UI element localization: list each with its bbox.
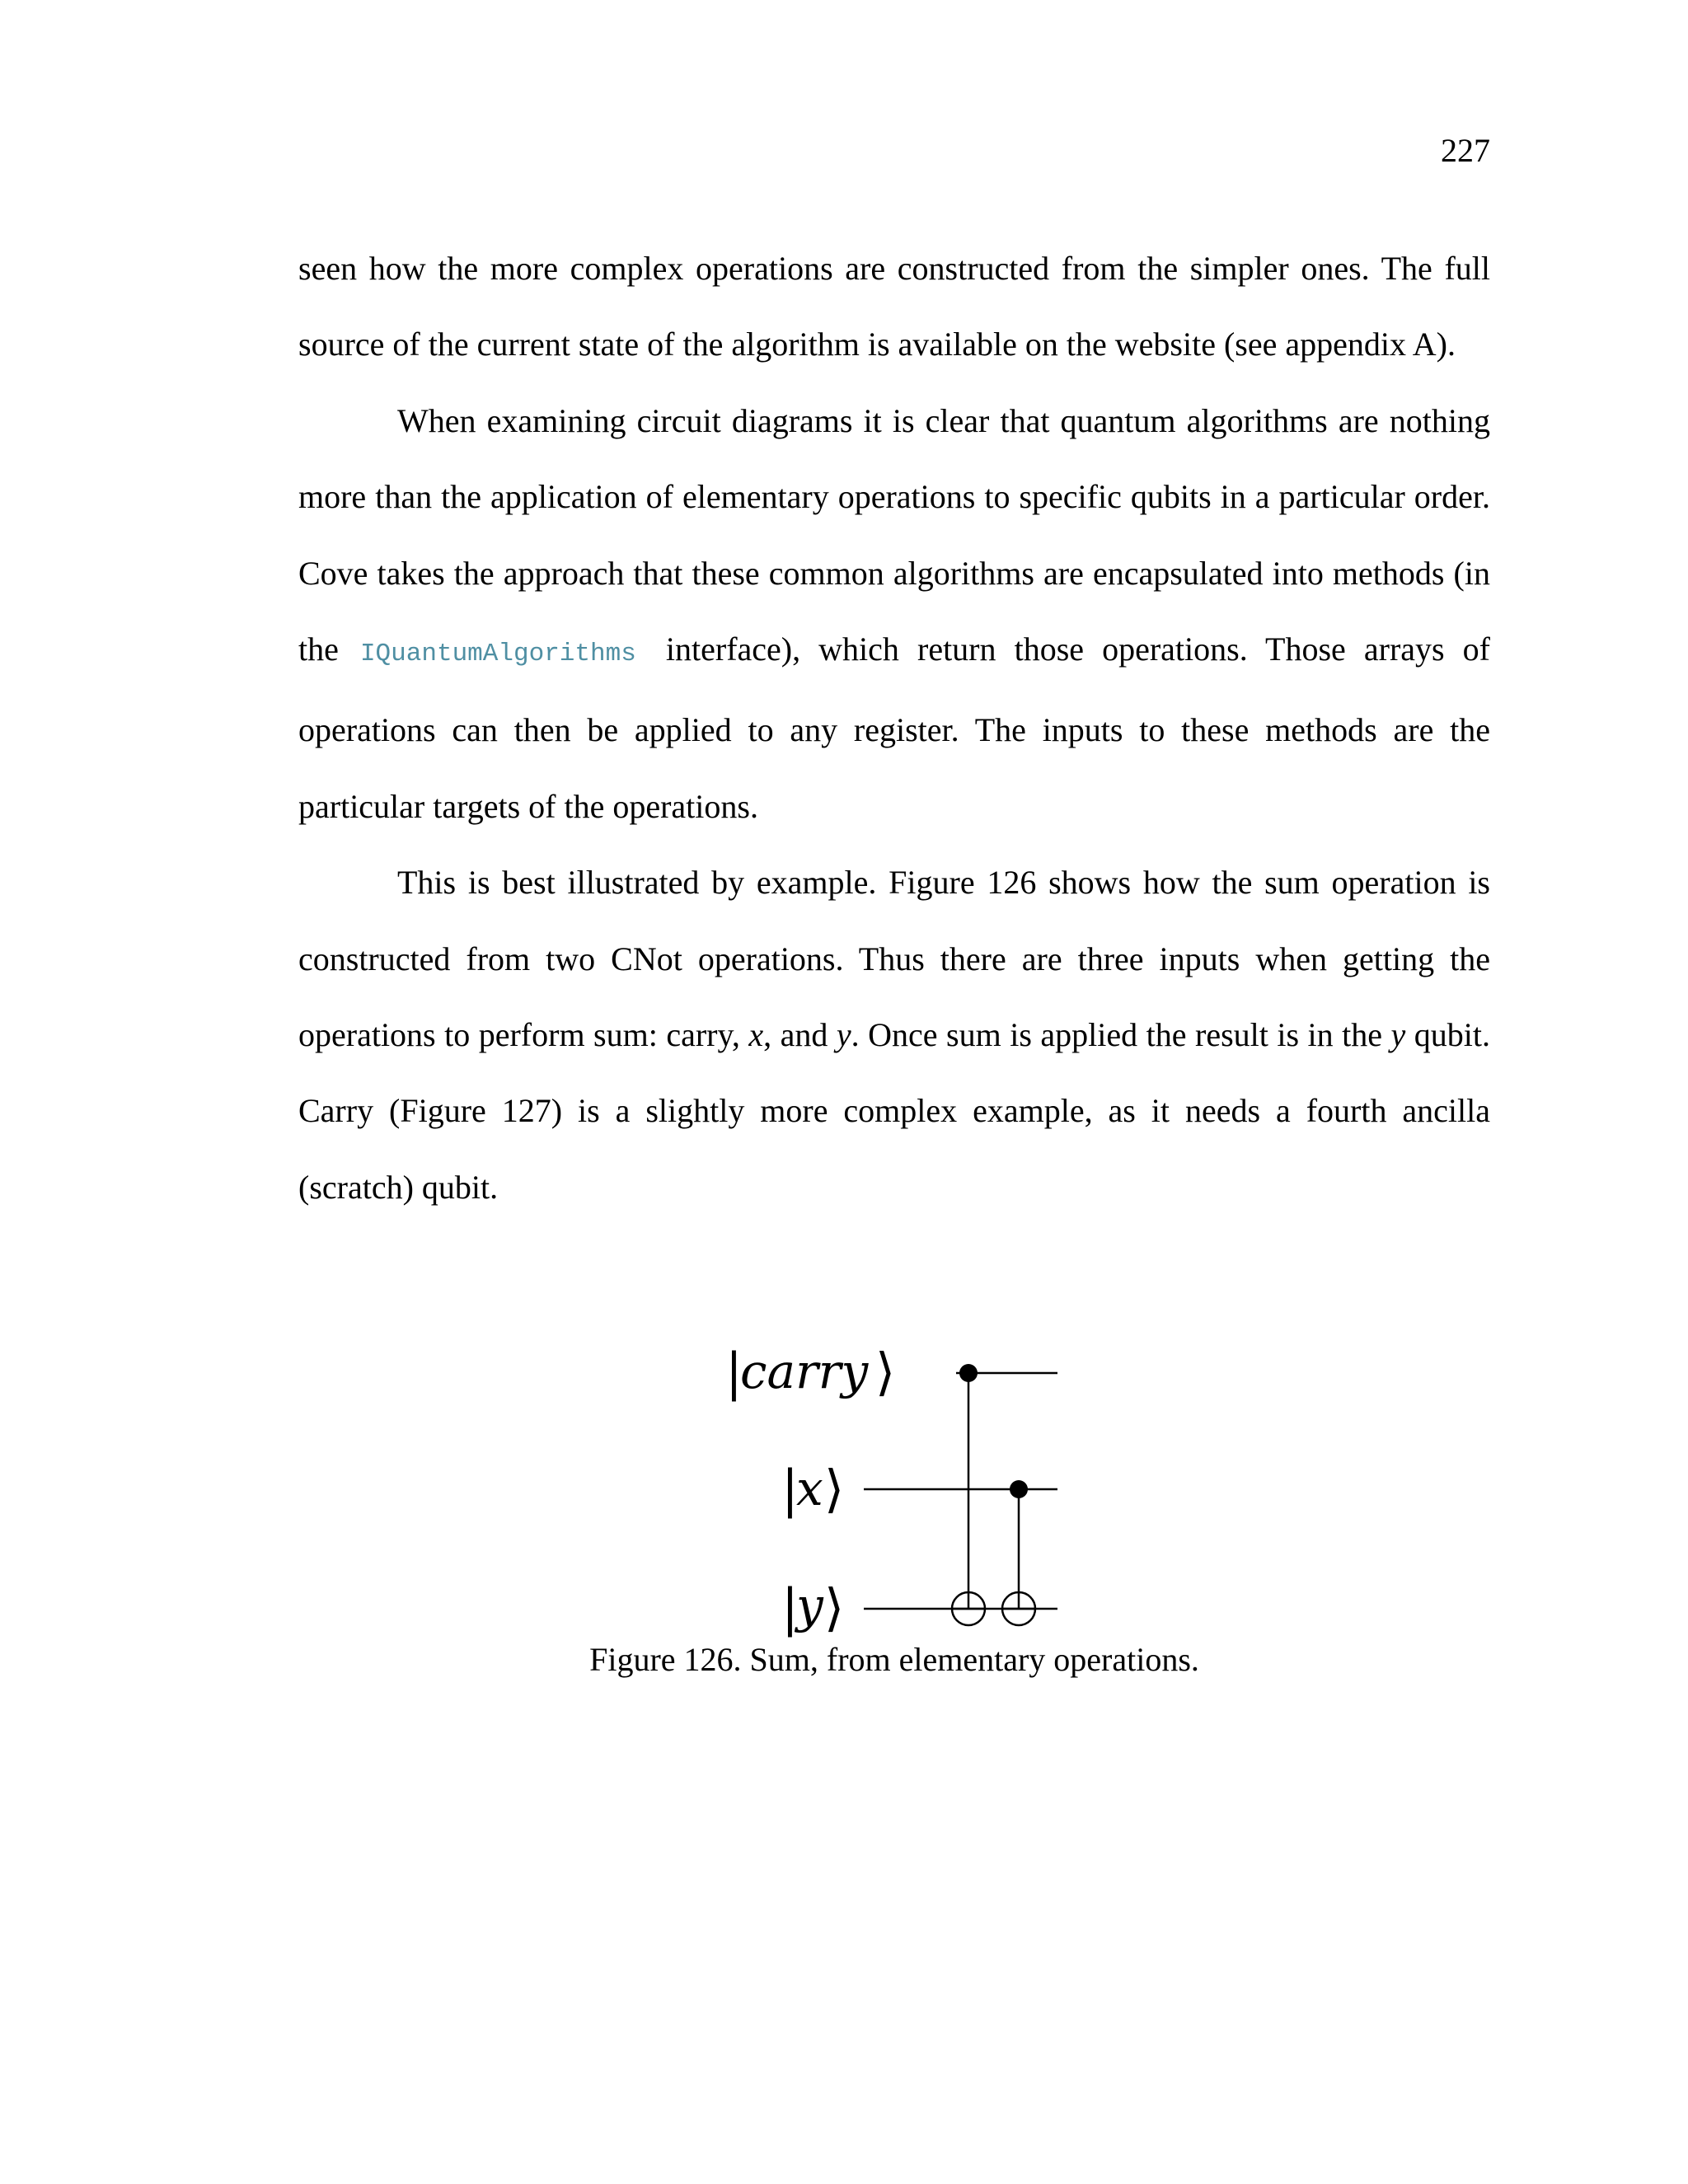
paragraph-3-text-a: This is best illustrated by example. Figure 126 shows how the sum operation is constructed from two CNot operations. Thus there are three inputs when getting the operations to perform sum: carry, bbox=[298, 864, 1490, 1054]
paragraph-3-text-c: . Once sum is applied the result is in the bbox=[851, 1016, 1383, 1054]
ket-y-label: y bbox=[796, 1577, 823, 1633]
svg-text:⟩: ⟩ bbox=[824, 1459, 845, 1519]
variable-x: x bbox=[748, 1016, 764, 1054]
paragraph-3-text-b: , and bbox=[763, 1016, 828, 1054]
variable-y: y bbox=[836, 1016, 851, 1054]
svg-text:⟩: ⟩ bbox=[875, 1342, 896, 1402]
cnot-1-control-dot bbox=[959, 1364, 978, 1382]
ket-carry-label: carry bbox=[740, 1343, 869, 1399]
cnot-gate-1 bbox=[952, 1364, 985, 1625]
body-text bbox=[298, 231, 1490, 1226]
circuit-svg bbox=[701, 1319, 1080, 1648]
paragraph-3-text-d: qubit. Carry (Figure 127) is a slightly more complex example, as it needs a fourth ancilla (scratch) qubit. bbox=[298, 1016, 1491, 1206]
svg-text:|: | bbox=[781, 1459, 799, 1519]
cnot-gate-2 bbox=[1002, 1480, 1035, 1625]
ket-y bbox=[781, 1577, 844, 1638]
paragraph-1: seen how the more complex operations are constructed from the simpler ones. The full source of the current state of the algorithm is available on the website (see appendix A). bbox=[298, 250, 1490, 363]
code-identifier: IQuantumAlgorithms bbox=[359, 640, 636, 669]
svg-text:⟩: ⟩ bbox=[824, 1577, 845, 1638]
paragraph-3 bbox=[298, 845, 1490, 1226]
page-number: 227 bbox=[1441, 132, 1490, 169]
cnot-2-control-dot bbox=[1010, 1480, 1028, 1498]
figure-caption: Figure 126. Sum, from elementary operations. bbox=[589, 1641, 1199, 1678]
circuit-diagram bbox=[701, 1319, 1080, 1648]
svg-text:|: | bbox=[725, 1342, 743, 1402]
paragraph-2 bbox=[298, 383, 1490, 845]
ket-x bbox=[781, 1459, 844, 1519]
paragraph-2-text-b: interface), which return those operations. Those arrays of operations can then be applied to any register. The inputs to these methods are the particular targets of the operations. bbox=[298, 630, 1490, 825]
ket-x-label: x bbox=[796, 1460, 823, 1516]
svg-text:|: | bbox=[781, 1577, 799, 1638]
ket-carry bbox=[725, 1342, 895, 1402]
variable-y-2: y bbox=[1390, 1016, 1406, 1054]
paragraph-2-text-a: When examining circuit diagrams it is clear that quantum algorithms are nothing more than the application of elementary operations to specific qubits in a particular order. Cove takes the approach that these common algorithms are encapsulated into methods (in the bbox=[298, 401, 1490, 668]
